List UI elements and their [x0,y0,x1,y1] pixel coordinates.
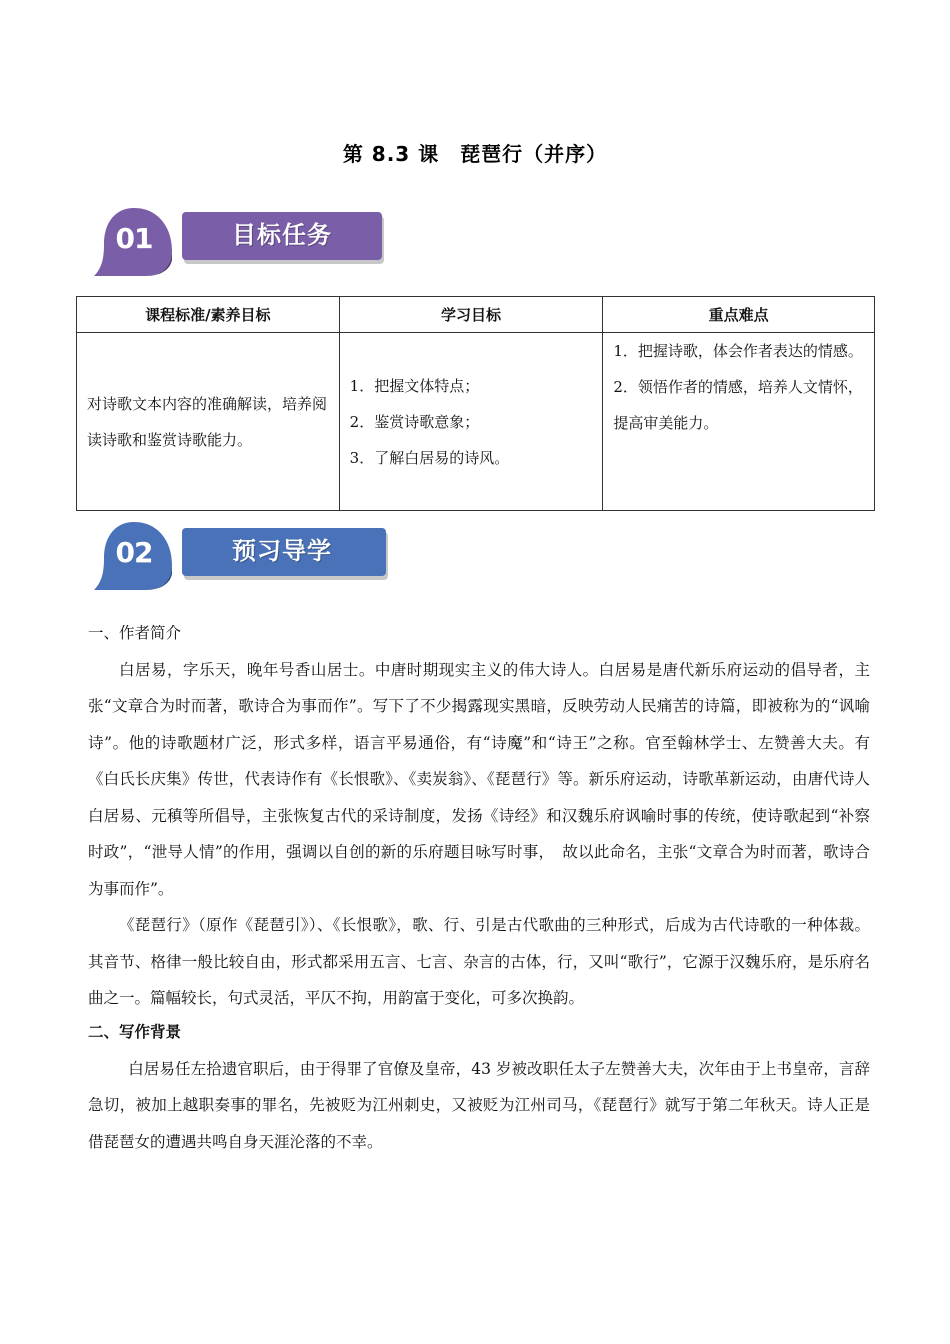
section-label: 目标任务 [232,221,332,249]
standard-cell [77,333,340,511]
background-section [88,1014,870,1160]
table-header: 学习目标 [339,297,603,333]
objective-item: 3．了解白居易的诗风。 [349,448,510,467]
table-row [77,333,875,511]
objective-item: 2．鉴赏诗歌意象； [349,412,480,431]
table-header: 重点难点 [603,297,875,333]
table-header: 课程标准/素养目标 [77,297,340,333]
paragraph: 白居易任左拾遗官职后，由于得罪了官僚及皇帝，43 岁被改职任太子左赞善大夫，次年由于上书皇帝，言辞急切，被加上越职奏事的罪名，先被贬为江州刺史，又被贬为江州司马，《琵琶行》就写于第二年秋天。诗人正是借琵琶女的遭遇共鸣自身天涯沦落的不幸。 [88,1059,870,1151]
objective-item: 1．把握文体特点； [349,376,480,395]
page-title: 第 8.3 课 琵琶行（并序） [342,142,608,166]
standard-text: 对诗歌文本内容的准确解读，培养阅读诗歌和鉴赏诗歌能力。 [87,394,328,449]
section-heading: 一、作者简介 [88,624,182,642]
key-point-item: 1．把握诗歌，体会作者表达的情感。 [613,342,863,360]
section-label: 预习导学 [232,537,332,565]
section-banner-preview [90,514,400,594]
objectives-cell [339,333,603,511]
key-point-item: 2．领悟作者的情感，培养人文情怀，提高审美能力。 [613,378,863,432]
section-number: 02 [115,536,153,569]
key-points-cell [603,333,875,511]
author-section [88,615,870,1017]
table-header-row [77,297,875,333]
paragraph: 《琵琶行》（原作《琵琶引》）、《长恨歌》，歌、行、引是古代歌曲的三种形式，后成为古代诗歌的一种体裁。其音节、格律一般比较自由，形式都采用五言、七言、杂言的古体，行，又叫“歌行”，它源于汉魏乐府，是乐府名曲之一。篇幅较长，句式灵活，平仄不拘，用韵富于变化，可多次换韵。 [88,916,870,1007]
goals-table [76,296,875,511]
paragraph: 白居易，字乐天，晚年号香山居士。中唐时期现实主义的伟大诗人。白居易是唐代新乐府运动的倡导者，主张“文章合为时而著，歌诗合为事而作”。写下了不少揭露现实黑暗，反映劳动人民痛苦的诗篇，即被称为的“讽喻诗”。他的诗歌题材广泛，形式多样，语言平易通俗，有“诗魔”和“诗王”之称。官至翰林学士、左赞善大夫。有《白氏长庆集》传世，代表诗作有《长恨歌》、《卖炭翁》、《琵琶行》等。新乐府运动，诗歌革新运动，由唐代诗人白居易、元稹等所倡导，主张恢复古代的采诗制度，发扬《诗经》和汉魏乐府讽喻时事的传统，使诗歌起到“补察时政”，“泄导人情”的作用，强调以自创的新的乐府题目咏写时事， 故以此命名，主张“文章合为时而著，歌诗合为事而作”。 [88,660,870,898]
section-heading: 二、写作背景 [88,1023,182,1041]
section-banner-goals [90,200,400,280]
section-number: 01 [115,222,153,255]
